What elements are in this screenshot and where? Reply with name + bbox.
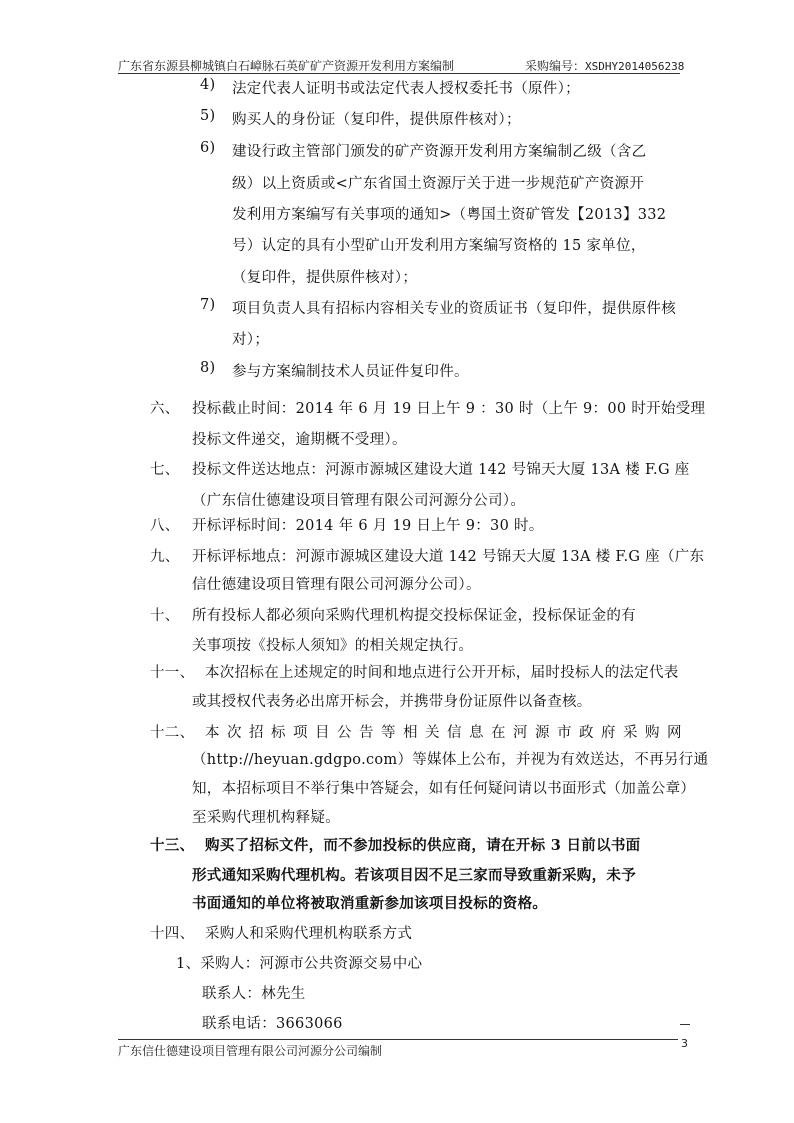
section-12-line-1: 本次招标项目公告等相关信息在河源市政府采购网 xyxy=(205,725,689,741)
section-13-line-3: 书面通知的单位将被取消重新参加该项目投标的资格。 xyxy=(192,895,548,912)
footer-rule xyxy=(118,1039,678,1040)
section-14-num: 十四、 xyxy=(150,926,195,942)
contact-person: 联系人：林先生 xyxy=(202,986,306,1002)
section-12-line-2: （http://heyuan.gdgpo.com）等媒体上公布，并视为有效送达，不再另行通 xyxy=(192,752,709,768)
page-number: 3 xyxy=(681,1037,688,1050)
footer-company: 广东信仕德建设项目管理有限公司河源分公司编制 xyxy=(118,1044,383,1058)
procurement-code-value: XSDHY2014056238 xyxy=(585,60,685,73)
section-7-line-1: 投标文件送达地点：河源市源城区建设大道 142 号锦天大厦 13A 楼 F.G 座 xyxy=(192,462,690,478)
contact-buyer: 1、采购人：河源市公共资源交易中心 xyxy=(176,956,423,972)
item-6-num: 6) xyxy=(200,140,216,156)
section-9-num: 九、 xyxy=(150,549,180,565)
item-6-line-2: 级）以上资质或<广东省国土资源厅关于进一步规范矿产资源开 xyxy=(232,176,645,192)
section-10-num: 十、 xyxy=(150,608,180,624)
section-9-line-1: 开标评标地点：河源市源城区建设大道 142 号锦天大厦 13A 楼 F.G 座（广东 xyxy=(192,549,705,565)
section-13-num: 十三、 xyxy=(150,837,195,854)
section-11-num: 十一、 xyxy=(150,665,195,681)
section-6-line-1: 投标截止时间：2014 年 6 月 19 日上午 9 ：30 时（上午 9：00 时开始受理 xyxy=(192,401,706,417)
section-9-line-2: 信仕德建设项目管理有限公司河源分公司）。 xyxy=(192,577,481,593)
section-12-line-4: 至采购代理机构释疑。 xyxy=(192,810,340,826)
procurement-code-label: 采购编号： xyxy=(525,59,586,73)
section-14-text: 采购人和采购代理机构联系方式 xyxy=(205,926,413,942)
item-7-line-1: 项目负责人具有招标内容相关专业的资质证书（复印件，提供原件核 xyxy=(232,301,676,317)
section-11-line-1: 本次招标在上述规定的时间和地点进行公开开标，届时投标人的法定代表 xyxy=(205,665,679,681)
section-13-line-2: 形式通知采购代理机构。若该项目因不足三家而导致重新采购，未予 xyxy=(192,867,636,884)
section-12-line-3: 知，本招标项目不举行集中答疑会，如有任何疑问请以书面形式（加盖公章） xyxy=(192,781,696,797)
section-13-line-1: 购买了招标文件，而不参加投标的供应商，请在开标 3 日前以书面 xyxy=(205,837,641,854)
item-7-num: 7) xyxy=(200,297,216,313)
item-6-line-1: 建设行政主管部门颁发的矿产资源开发利用方案编制乙级（含乙 xyxy=(232,144,647,160)
section-10-line-1: 所有投标人都必须向采购代理机构提交投标保证金，投标保证金的有 xyxy=(192,608,636,624)
section-8-line-1: 开标评标时间：2014 年 6 月 19 日上午 9：30 时。 xyxy=(192,518,544,534)
header-title: 广东省东源县柳城镇白石嶂脉石英矿矿产资源开发利用方案编制 xyxy=(118,59,455,73)
section-8-num: 八、 xyxy=(150,518,180,534)
section-6-num: 六、 xyxy=(150,401,180,417)
section-6-line-2: 投标文件递交，逾期概不受理）。 xyxy=(192,432,407,448)
item-6-line-4: 号）认定的具有小型矿山开发利用方案编写资格的 15 家单位， xyxy=(232,238,646,254)
page-number-mark xyxy=(680,1024,690,1025)
section-12-num: 十二、 xyxy=(150,725,195,741)
header-rule xyxy=(118,73,680,74)
item-6-line-3: 发利用方案编写有关事项的通知>（粤国土资矿管发【2013】332 xyxy=(232,207,667,223)
item-8-text: 参与方案编制技术人员证件复印件。 xyxy=(232,364,469,380)
item-5-num: 5) xyxy=(200,108,216,124)
item-8-num: 8) xyxy=(200,360,216,376)
item-4-text: 法定代表人证明书或法定代表人授权委托书（原件）； xyxy=(232,81,580,97)
procurement-code xyxy=(525,57,684,74)
item-5-text: 购买人的身份证（复印件，提供原件核对）； xyxy=(232,112,521,128)
section-11-line-2: 或其授权代表务必出席开标会，并携带身份证原件以备查核。 xyxy=(192,694,592,710)
section-7-line-2: （广东信仕德建设项目管理有限公司河源分公司）。 xyxy=(192,493,526,509)
item-4-num: 4) xyxy=(200,77,216,93)
section-10-line-2: 关事项按《投标人须知》的相关规定执行。 xyxy=(192,638,474,654)
section-7-num: 七、 xyxy=(150,462,180,478)
contact-phone: 联系电话：3663066 xyxy=(202,1016,343,1032)
item-6-line-5: （复印件，提供原件核对）； xyxy=(232,270,418,286)
item-7-line-2: 对）； xyxy=(232,332,270,348)
